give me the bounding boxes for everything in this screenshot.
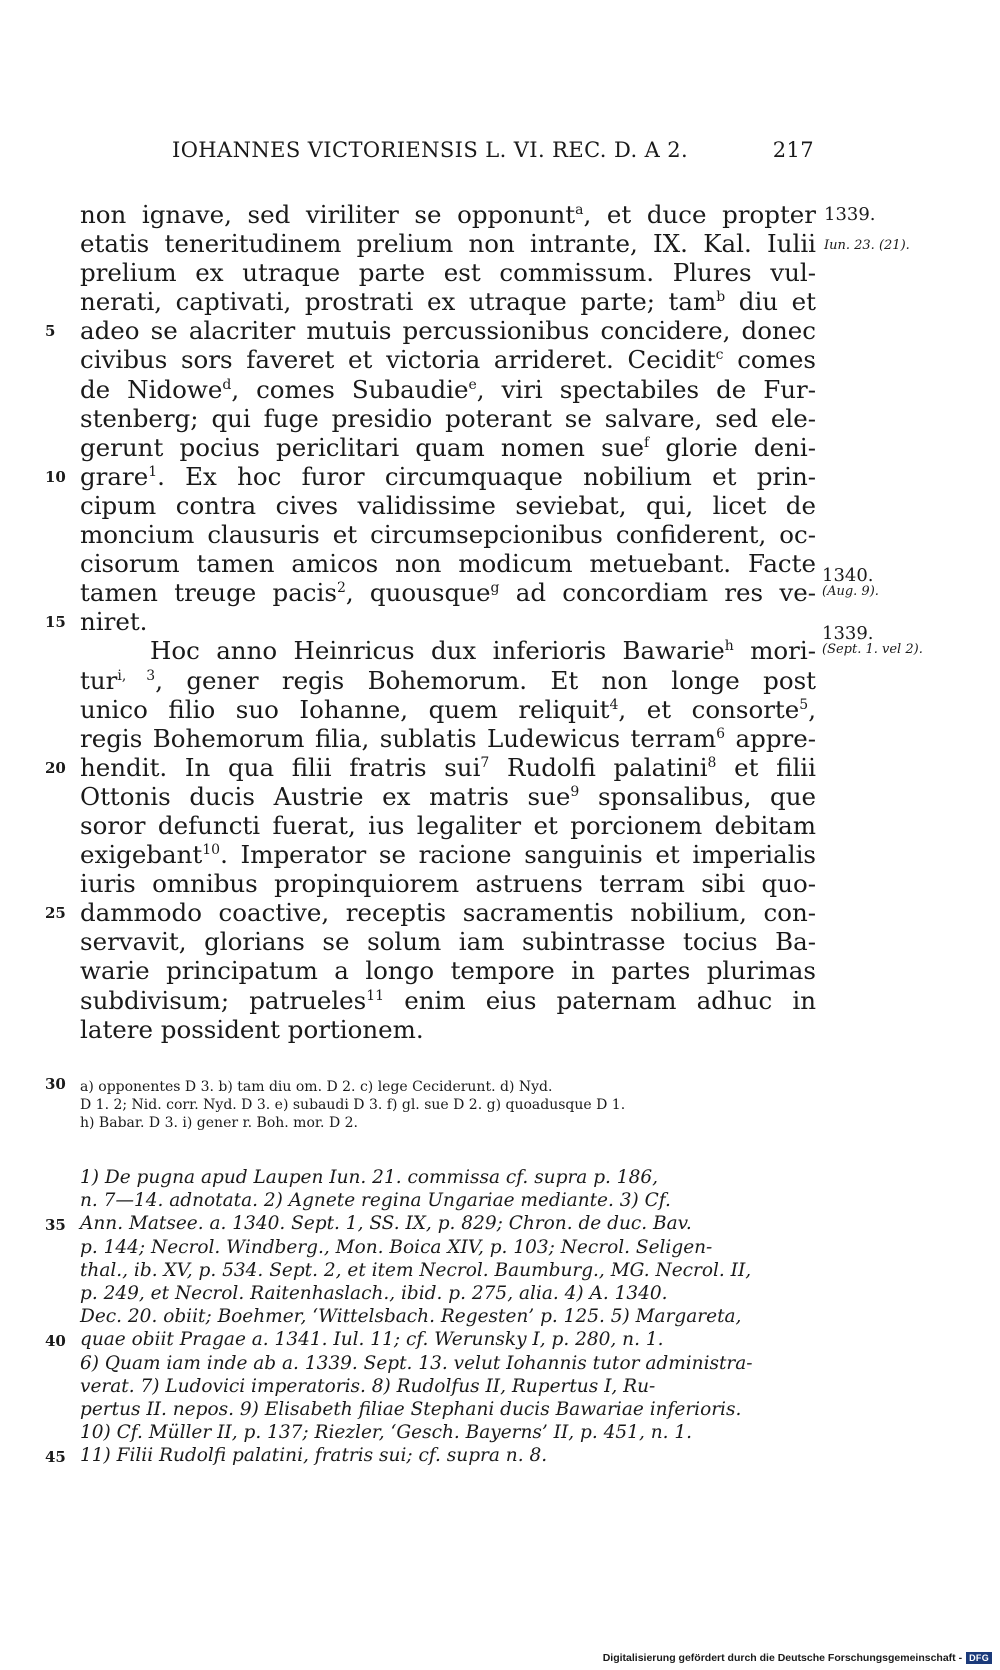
text-run: unico filio suo Iohanne, quem reliquit: [80, 694, 610, 724]
note-line: 1) De pugna apud Laupen Iun. 21. commissa cf. supra p. 186,: [80, 1167, 658, 1188]
text-line: [45, 752, 816, 782]
text-line: [80, 565, 879, 608]
note-line: 45 11) Filii Rudolfi palatini, fratris sui; cf. supra n. 8.: [80, 1444, 816, 1467]
text-line: [80, 986, 816, 1015]
text-line: etatis teneritudinem prelium non intrante, IX. Kal. Iulii Iun. 23. (21).: [80, 229, 816, 258]
apparatus-line: 30 a) opponentes D 3. b) tam diu om. D 2. c) lege Ceciderunt. d) Nyd.: [45, 1075, 553, 1095]
text-run: nerati, captivati, prostrati ex utraque parte; tam: [80, 287, 717, 317]
text-line: cisorum tamen amicos non modicum metuebant. Facte: [80, 549, 816, 579]
text-run: . Imperator se racione sanguinis et imperialis: [220, 840, 816, 870]
text-run: Hoc anno Heinricus dux inferioris Bawarie: [150, 636, 725, 666]
text-line: [80, 375, 816, 404]
text-run: et filii: [716, 752, 816, 782]
running-header: [172, 138, 814, 162]
note-marker: c: [715, 347, 724, 364]
text-line: iuris omnibus propinquiorem astruens terram sibi quo-: [80, 869, 816, 899]
note-line: 10) Cf. Müller II, p. 137; Riezler, ‘Gesch. Bayerns’ II, p. 451, n. 1.: [80, 1422, 693, 1444]
text-line: [80, 666, 816, 695]
note-marker: f: [644, 434, 650, 451]
note-line: 6) Quam iam inde ab a. 1339. Sept. 13. velut Iohannis tutor administra-: [80, 1352, 753, 1374]
text-line: [80, 840, 816, 869]
line-number: 40: [45, 1332, 66, 1351]
text-line: [80, 782, 816, 811]
text-run: , quousque: [345, 578, 491, 608]
line-number: 20: [45, 758, 66, 777]
note-marker: 1: [148, 463, 158, 480]
text-line: [80, 345, 816, 374]
note-line: 40 quae obiit Pragae a. 1341. Iul. 11; cf. Werunsky I, p. 280, n. 1.: [80, 1328, 816, 1351]
note-marker: 6: [716, 725, 726, 742]
text-run: . Ex hoc furor circumquaque nobilium et prin-: [157, 461, 816, 491]
text-line: soror defuncti fuerat, ius legaliter et porcionem debitam: [80, 810, 816, 840]
text-line: prelium ex utraque parte est commissum. Plures vul-: [80, 258, 816, 288]
note-marker: i, 3: [117, 667, 156, 684]
text-line: [45, 461, 816, 491]
text-run: sponsalibus, que: [579, 781, 817, 811]
commentary-notes: [45, 1166, 816, 1467]
text-run: Rudolfi palatini: [489, 752, 708, 782]
text-run: tur: [80, 665, 118, 695]
note-line: pertus II. nepos. 9) Elisabeth filiae Stephani ducis Bawariae inferioris.: [80, 1398, 742, 1420]
text-run: exigebant: [80, 840, 203, 870]
text-run: , viri spectabiles de Fur-: [476, 374, 816, 404]
text-run: , et duce propter: [583, 200, 816, 229]
text-run: Ottonis ducis Austrie ex matris sue: [80, 781, 571, 811]
text-line: [80, 623, 923, 666]
line-number: 45: [45, 1448, 66, 1467]
note-line: p. 249, et Necrol. Raitenhaslach., ibid. p. 275, alia. 4) A. 1340.: [80, 1282, 668, 1304]
text-run: glorie deni-: [649, 432, 816, 462]
text-line: dammodo coactive, receptis sacramentis nobilium, con- 25: [45, 898, 816, 928]
text-line: cipum contra cives validissime seviebat, qui, licet de: [80, 490, 816, 520]
digitization-credit: [603, 1652, 992, 1664]
note-line: Dec. 20. obiit; Boehmer, ‘Wittelsbach. Regesten’ p. 125. 5) Margareta,: [80, 1306, 742, 1328]
main-text: [45, 200, 923, 1044]
note-line: verat. 7) Ludovici imperatoris. 8) Rudolfus II, Rupertus I, Ru-: [80, 1375, 656, 1397]
note-marker: 10: [202, 842, 221, 859]
margin-date: 1339. (Sept. 1. vel 2).: [822, 623, 923, 658]
text-line: stenberg; qui fuge presidio poterant se salvare, sed ele-: [80, 403, 816, 433]
text-run: subdivisum; patrueles: [80, 985, 367, 1015]
line-number: 15: [45, 613, 66, 632]
text-run: appre-: [725, 723, 816, 753]
note-marker: 5: [799, 696, 809, 713]
text-run: , gener regis Bohemorum. Et non longe post: [155, 665, 816, 695]
text-run: , comes Subaudie: [231, 374, 469, 404]
note-marker: h: [724, 638, 734, 655]
text-run: comes: [723, 345, 816, 375]
text-run: tamen treuge pacis: [80, 578, 337, 608]
note-marker: 9: [570, 783, 580, 800]
credit-text: Digitalisierung gefördert durch die Deutsche Forschungsgemeinschaft -: [602, 1652, 963, 1664]
line-number: 30: [45, 1075, 66, 1093]
text-run: regis Bohemorum filia, sublatis Ludewicus terram: [80, 723, 717, 753]
text-line: warie principatum a longo tempore in partes plurimas: [80, 956, 816, 986]
note-line: 35 Ann. Matsee. a. 1340. Sept. 1, SS. IX, p. 829; Chron. de duc. Bav.: [80, 1212, 816, 1235]
page-number: 217: [772, 138, 814, 162]
apparatus-line: D 1. 2; Nid. corr. Nyd. D 3. e) subaudi D 3. f) gl. sue D 2. g) quoadusque D 1.: [80, 1097, 626, 1113]
text-line: niret. 15: [45, 607, 148, 637]
margin-date: Iun. 23. (21).: [824, 238, 910, 254]
note-line: thal., ib. XV, p. 534. Sept. 2, et item Necrol. Baumburg., MG. Necrol. II,: [80, 1259, 752, 1281]
text-run: mori-: [733, 636, 816, 666]
text-line: adeo se alacriter mutuis percussionibus concidere, donec 5: [45, 316, 816, 346]
text-run: de Nidowe: [80, 374, 223, 404]
note-marker: 8: [707, 754, 717, 771]
note-marker: 11: [366, 987, 385, 1004]
line-number: 5: [45, 322, 56, 341]
text-run: ,: [808, 694, 816, 724]
text-run: enim eius paternam adhuc in: [384, 985, 816, 1015]
text-line: [80, 695, 816, 724]
text-run: grare: [80, 461, 149, 491]
text-line: [80, 287, 816, 316]
critical-apparatus: [45, 1075, 816, 1132]
line-number: 25: [45, 904, 66, 923]
text-run: diu et: [725, 287, 816, 317]
note-marker: b: [716, 289, 726, 306]
text-run: ad concordiam res ve-: [499, 578, 817, 608]
text-run: , et consorte: [618, 694, 800, 724]
text-line: servavit, glorians se solum iam subintrasse tocius Ba-: [80, 927, 816, 957]
note-marker: 2: [336, 580, 346, 597]
dfg-logo: DFG: [966, 1652, 992, 1664]
running-title: IOHANNES VICTORIENSIS L. VI. REC. D. A 2.: [172, 138, 689, 162]
note-marker: g: [490, 580, 500, 597]
note-marker: 7: [480, 754, 490, 771]
text-line: [80, 200, 876, 229]
line-number: 10: [45, 467, 66, 486]
text-run: gerunt pocius periclitari quam nomen sue: [80, 432, 644, 462]
note-line: p. 144; Necrol. Windberg., Mon. Boica XIV, p. 103; Necrol. Seligen-: [80, 1236, 713, 1258]
margin-date: 1340. (Aug. 9).: [822, 565, 879, 600]
note-marker: a: [575, 202, 584, 218]
margin-date: 1339.: [824, 204, 876, 225]
note-marker: e: [468, 376, 477, 393]
text-run: civibus sors faveret et victoria arrideret. Cecidit: [80, 345, 716, 375]
text-line: moncium clausuris et circumsepcionibus confiderent, oc-: [80, 520, 816, 550]
text-line: [80, 724, 816, 753]
text-line: [80, 433, 816, 462]
note-marker: d: [222, 376, 232, 393]
apparatus-line: h) Babar. D 3. i) gener r. Boh. mor. D 2.: [80, 1115, 358, 1131]
text-run: hendit. In qua filii fratris sui: [80, 752, 481, 782]
line-number: 35: [45, 1216, 66, 1235]
text-run: non ignave, sed viriliter se opponunt: [80, 200, 576, 229]
note-marker: 4: [609, 696, 619, 713]
note-line: n. 7—14. adnotata. 2) Agnete regina Ungariae mediante. 3) Cf.: [80, 1190, 671, 1212]
text-line: latere possident portionem.: [80, 1014, 424, 1044]
